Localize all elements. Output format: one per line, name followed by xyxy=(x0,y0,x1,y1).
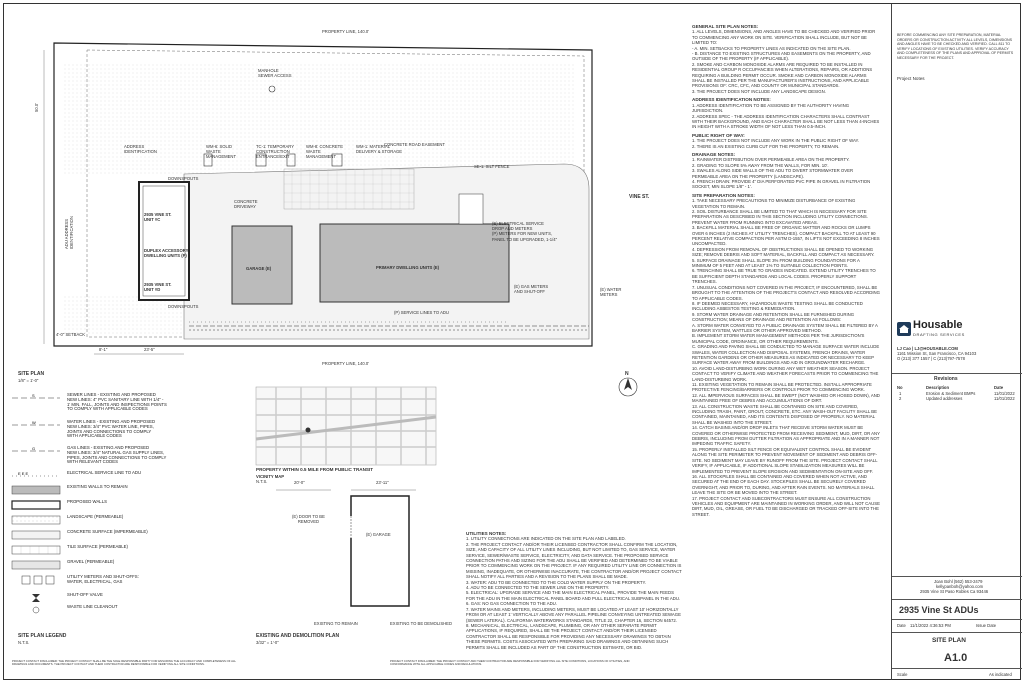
notes-item: 5. SURFACE DRAINAGE SHALL SLOPE 3% FROM BUILDING FOUNDATIONS FOR A MINIMUM OF 5 FEET AND AT LEAST 1% TO SUITABLE COLLECTION POINTS. xyxy=(692,257,860,269)
project-title: 2935 Vine St ADUs xyxy=(899,605,979,615)
garage-building xyxy=(232,226,292,304)
legend-row: W WATER LINES - EXISTING AND PROPOSED NEW LINES: 3/4" PVC WATER LINE, PIPES, JOINTS AND CONNECTIONS TO COMPLY WITH APPLICABLE CODES xyxy=(32,419,156,439)
demo-dim-top-2: 23'-11" xyxy=(376,480,389,485)
sheet-name-box-top xyxy=(892,632,1022,633)
existing-garage xyxy=(351,496,409,606)
notes-section-heading: DRAINAGE NOTES: xyxy=(692,151,736,157)
svg-text:W: W xyxy=(32,420,36,425)
legend-row: LANDSCAPE (PERMEABLE) xyxy=(12,514,182,528)
contact-line-2: 1161 Mission St, San Francisco, CA 94103 xyxy=(897,351,977,356)
date-value: 11/1/2022 4:36:53 PM xyxy=(910,623,951,628)
scale-value: As indicated xyxy=(989,672,1012,677)
concrete-easement-label: CONCRETE ROAD EASEMENT xyxy=(384,142,445,147)
notes-item: 9. STORM WATER DRAINAGE AND RETENTION SHALL BE FURNISHED DURING CONSTRUCTION; MEANS OF DRAINAGE AND RETENTION AS FOLLOWS: xyxy=(692,311,855,323)
legend-caption: SITE PLAN LEGEND xyxy=(18,633,67,639)
revision-date: 11/01/2022 xyxy=(994,396,1015,401)
primary-dwelling-label: PRIMARY DWELLING UNITS (E) xyxy=(376,265,440,270)
notes-item: 14. CATCH BASINS AND/OR DROP INLETS THAT RECEIVE STORM WATER MUST BE COVERED OR OTHERWISE PROTECTED FROM RECEIVING SEDIMENT, MUD, DIRT, OR ANY DEBRIS, INCLUDING FROM GUTTER FILTRATION AS APPROPRIATE AND IN A MANNER NOT IMPEDING TRAFFIC SAFETY. xyxy=(692,425,880,447)
revision-no: 2 xyxy=(899,396,902,401)
notes-item: - A. MIN. SETBACKS TO PROPERTY LINES AS INDICATED ON THE SITE PLAN. xyxy=(692,45,851,51)
property-line-top: PROPERTY LINE, 140.0' xyxy=(322,29,369,34)
contact-line-3: O (213) 377 1557 | C (213)797-7578 xyxy=(897,356,965,361)
notes-item: 7. UNUSUAL CONDITIONS NOT COVERED IN THE PROJECT, IF ENCOUNTERED, SHALL BE BROUGHT TO THE ATTENTION OF THE PROJECT'S CONTACT AND RESOLVED ACCORDING TO APPLICABLE CODES. xyxy=(692,284,880,301)
property-pin-icon xyxy=(306,428,311,433)
notes-item: 1. ALL LEVELS, DIMENSIONS, AND ANGLES HAVE TO BE CHECKED AND VERIFIED PRIOR TO COMMENCING ANY WORK ON SITE. VERIFICATION SHALL INCLUDE, BUT NOT BE LIMITED TO: xyxy=(692,29,876,46)
contact-line-1: LJ Cao | LJ@HOUSABLE.COM xyxy=(897,346,958,351)
notes-item: 6. TRENCHING SHALL BE TRUE TO GRADES INDICATED. EXTEND UTILITY TRENCHES TO BE SUFFICIENT DEPTH STANDARDS AND LOCAL CODES. PROPERLY SUPPORT TRENCHES. xyxy=(692,268,876,285)
legend-row: UTILITY METERS AND SHUT-OFFS: WATER, ELECTRICAL, GAS xyxy=(12,574,182,588)
setback-label: 4'-0" SETBACK xyxy=(56,332,86,337)
brand-name: Housable xyxy=(913,319,963,331)
notes-item: 17. PROJECT CONTACT AND SUBCONTRACTORS MUST ENSURE ALL CONSTRUCTION VEHICLES AND EQUIPMENT ARE MAINTAINED IN WORKING ORDER, AND WILL NOT CAUSE DIRT, MUD, OIL, GREASE, OR FUEL TO BE DISCHARGED OR TRACKED OFF-SITE INTO THE STREET. xyxy=(692,495,880,517)
client-name: Joan Bohl (562) 553-2479 xyxy=(934,579,983,584)
project-notes-label: Project Notes xyxy=(897,76,925,81)
site-plan-scale: 1/8" = 1'-0" xyxy=(18,378,39,383)
service-lines-label: (P) SERVICE LINES TO ADU xyxy=(394,310,449,315)
date-box-top xyxy=(892,619,1022,620)
wm-material-label: WM-1: MATERIAL DELIVERY & STORAGE xyxy=(356,144,403,155)
revision-desc: Updated addresses xyxy=(926,396,963,401)
legend-scale: N.T.S. xyxy=(18,640,30,645)
housable-logo-icon xyxy=(897,322,911,336)
sheet-number: A1.0 xyxy=(944,652,968,664)
notes-item: B. IMPLEMENT STORM WATER MANAGEMENT METHODS PER THE JURISDICTION'S MUNICIPAL CODE, ORDINANCE, OR OTHER REQUIREMENTS. xyxy=(692,333,865,344)
revision-no: 1 xyxy=(899,391,902,396)
scale-box-top xyxy=(892,668,1022,669)
legend-row: SHUT-OFF VALVE xyxy=(12,592,182,606)
tc-temp-label: TC-1: TEMPORARY CONSTRUCTION ENTRANCE/EXIT xyxy=(256,144,295,160)
issue-date-label: Issue Date xyxy=(976,623,997,628)
notes-item: 1. THE PROJECT DOES NOT INCLUDE ANY WORK IN THE PUBLIC RIGHT OF WAY. xyxy=(692,138,860,144)
notes-item: 16. ALL STOCKPILES SHALL BE CONTAINED AND COVERED WHEN NOT ACTIVE, AND SECURED AT THE END OF EACH DAY. STOCKPILES SHALL BE SECURELY COVERED OVERNIGHT, AND PRIOR TO, DURING, AND AFTER RAIN EVENTS. NO MATERIALS SHALL LEAVE THE SITE OR BE MOVED INTO THE STREET. xyxy=(692,473,875,496)
general-notes xyxy=(692,21,880,517)
svg-text:E E E: E E E xyxy=(18,471,29,476)
title-block-divider xyxy=(891,4,892,680)
notes-item: 15. PROPERLY INSTALLED SILT FENCE OR EQUIVALENT CONTROL SHALL BE EVIDENT ALONG THE SITE PERIMETER TO PREVENT MOVEMENT OF SEDIMENT AND DEBRIS OFF-SITE. NO SEDIMENT MAY LEAVE BY RUNOFF FROM THE SITE. PROJECT CONTACT SHALL VERIFY, IF APPLICABLE, IF ADDITIONAL SLOPE STABILIZATION MEASURES WILL BE IMPLEMENTED TO PREVENT SLOPE EROSION AND SEDIMENTATION ON-SITE AND OFF. xyxy=(692,446,878,474)
revision-date: 11/01/2022 xyxy=(994,391,1015,396)
legend-row: E E E ELECTRICAL SERVICE LINE TO ADU xyxy=(18,470,142,476)
north-label: N xyxy=(625,371,629,377)
silt-fence-label: SE-1: SILT FENCE xyxy=(474,164,510,169)
revisions-table-top xyxy=(892,373,1022,374)
primary-dwelling-building xyxy=(320,224,509,302)
concrete-driveway-label: CONCRETE DRIVEWAY xyxy=(234,199,258,210)
demolition-plan xyxy=(266,486,416,621)
client-email: kellypanboh@yahoo.com xyxy=(936,584,984,589)
notes-item: 4. DEPRESSION FROM REMOVAL OF OBSTRUCTIONS SHALL BE OPENED TO WORKING SIZE; REMOVE DEBRIS AND SOFT MATERIAL, BACKFILL AND COMPACT AS NECESSARY. xyxy=(692,246,875,258)
notes-item: 1. ADDRESS IDENTIFICATION TO BE ASSIGNED BY THE AUTHORITY HAVING JURISDICTION. xyxy=(692,102,850,114)
electrical-service-label: (E) ELECTRICAL SERVICE DROP AND METERS (P) METERS FOR NEW UNITS, PANEL TO BE UPGRADED, 1-1/4" xyxy=(492,221,558,242)
door-removed-label: (E) DOOR TO BE REMOVED xyxy=(292,514,325,525)
svg-text:G: G xyxy=(32,446,36,451)
notes-item: 2. GRADING TO SLOPE 5% AWAY FROM THE WALLS, FOR MIN. 10'. xyxy=(692,162,829,168)
legend-row: PROPOSED WALLS xyxy=(12,499,182,513)
vicinity-caption: VICINITY MAP xyxy=(256,474,285,479)
scale-label: Scale xyxy=(897,672,908,677)
demo-dim-top-1: 20'-0" xyxy=(294,480,305,485)
revisions-title: Revisions xyxy=(934,376,958,382)
unit-d-label: 2935 VINE ST. UNIT #D xyxy=(144,282,172,293)
revision-desc: Erosion & Sediment BMPs xyxy=(926,391,976,396)
vicinity-scale: N.T.S. xyxy=(256,479,268,484)
dimension-2: 23'-5" xyxy=(144,347,155,352)
legend-row: WASTE LINE CLEANOUT xyxy=(12,604,182,618)
notes-item: 2. SMOKE AND CARBON MONOXIDE ALARMS ARE REQUIRED TO BE INSTALLED IN RESIDENTIAL GROUP R OCCUPANCIES WHEN ALTERATIONS, REPAIRS, OR ADDITIONS REQUIRING A BUILDING PERMIT OCCUR. SMOKE AND CARBON MONOXIDE ALARMS SHALL BE INSTALLED PER THE MANUFACTURER'S INSTRUCTIONS, AND APPLICABLE PROVISIONS OF: CRC, CFC, AND COUNTY OR MUNICIPAL STANDARDS. xyxy=(692,61,873,89)
notes-item: 4. FRENCH DRAIN: PROVIDE 4" DIA PERFORATED PVC PIPE IN GRAVEL IN FILTRATION SOCKET, MIN SLOPE 1/8" - 1'. xyxy=(692,178,871,190)
wm-solid-label: WM-6: SOLID WASTE MANAGEMENT xyxy=(206,144,237,160)
notes-item: 8. IF DEEMED NECESSARY, HAZARDOUS WASTE TESTING SHALL BE CONDUCTED INCLUDING ASBESTOS TESTING & REMEDIATION. xyxy=(692,300,863,312)
revisions-header-desc: Description xyxy=(926,385,950,390)
notes-item: 3. THE PROJECT DOES NOT INCLUDE ANY LANDSCAPE DESIGN. xyxy=(692,88,826,94)
existing-demolish-label: EXISTING TO BE DEMOLISHED xyxy=(390,621,452,626)
adu-address-label: ADU ADDRESS IDENTIFICATION xyxy=(64,216,75,249)
notes-item: 2. SOIL DISTURBANCE SHALL BE LIMITED TO THAT WHICH IS NECESSARY FOR SITE PREPARATION AS DESCRIBED IN THIS SECTION INCLUDING UTILITY CONNECTIONS. PREVENT WATER FROM RUNNING INTO EXCAVATED AREAS. xyxy=(692,209,868,225)
tile-area xyxy=(284,169,414,209)
vicinity-title: PROPERTY WITHIN 0.5 MILE FROM PUBLIC TRANSIT xyxy=(256,467,374,472)
garage-label: GARAGE (E) xyxy=(246,266,272,271)
notes-section-heading: SITE PREPARATION NOTES: xyxy=(692,192,755,198)
notes-item: 1. TAKE NECESSARY PRECAUTIONS TO MINIMIZE DISTURBANCE OF EXISTING VEGETATION TO REMAIN. xyxy=(692,198,856,209)
left-dimension: 50.0' xyxy=(34,103,39,112)
legend-row: CONCRETE SURFACE (IMPERMEABLE) xyxy=(12,529,182,543)
notes-item: C. GRADING AND PAVING SHALL BE CONDUCTED TO MANAGE SURFACE WATER INCLUDE SWALES, WATER COLLECTION AND DISPOSAL SYSTEMS, FRENCH DRAINS, WATER RETENTION GARDENS OR OTHER MEASURES AS INDICATED OR NECESSARY TO KEEP SURFACE WATER AWAY FROM BUILDINGS AND AID IN GROUNDWATER RECHARGE. xyxy=(692,344,880,366)
notes-item: A. STORM WATER CONVEYED TO A PUBLIC DRAINAGE SYSTEM SHALL BE FILTERED BY A BARRIER SYSTEM, WATTLES OR OTHER APPROVED METHOD. xyxy=(692,322,878,333)
date-label: Date xyxy=(897,623,906,628)
legend-row: EXISTING WALLS TO REMAIN xyxy=(12,484,182,498)
notes-item: 2. THERE IS AN EXISTING CURB CUT FOR THE PROPERTY, TO REMAIN. xyxy=(692,143,840,149)
client-box-top xyxy=(892,576,1022,577)
drawing-sheet xyxy=(3,3,1021,680)
duplex-label: DUPLEX ACCESSORY DWELLING UNITS (P) xyxy=(144,248,189,259)
site-plan-caption: SITE PLAN xyxy=(18,371,45,377)
notes-item: 1. RAINWATER DISTRIBUTION OVER PERMEABLE AREA ON THE PROPERTY. xyxy=(692,157,850,163)
notes-section-heading: PUBLIC RIGHT OF WAY: xyxy=(692,132,745,138)
notes-item: 10. AVOID LAND-DISTURBING WORK DURING ANY WET WEATHER SEASON. PROJECT CONTACT TO VERIFY CLIMATE AND WEATHER FORECASTS PRIOR TO COMMENCING THE LAND-DISTURBING WORK. xyxy=(692,365,879,382)
notes-item: 13. ALL CONSTRUCTION WASTE SHALL BE CONTAINED ON SITE AND COVERED, INCLUDING TRASH, PAINT, GROUT, CONCRETE, ETC. ANY WASH-OUT FACILITY SHALL BE CONTAINED, MAINTAINED, AND ITS CONTENTS DISPOSED OF PROPERLY. NO MATERIAL SHALL BE WASHED INTO THE STREET. xyxy=(692,403,878,425)
legend-row: G GAS LINES - EXISTING AND PROPOSED NEW LINES: 3/4" NATURAL GAS SUPPLY LINES, PIPES, JOINTS AND CONNECTIONS TO COMPLY WITH RELEVANT CODES xyxy=(32,445,167,465)
utilities-notes: UTILITIES NOTES: 1. UTILITY CONNECTIONS ARE INDICATED ON THE SITE PLAN AND LABELED. 2. THE PROJECT CONTACT AND/OR THEIR LICENSED CONTRACTOR SHALL CONFIRM THE LOCATION, SIZE, AND CAPACITY OF ALL UTILITY LINES INCLUDING, BUT NOT LIMITED TO, GAS SERVICE, WATER SERVICE, SEWER/WASTE SERVICE, ELECTRICITY, AND DATA SERVICE. THE PROPOSED SERVICE CONNECTION PATHS AND SIZING FOR THE ADU SHALL BE VERIFIED AND DETERMINED TO BE VIABLE PRIOR TO COMMENCING WORK ON THE PROJECT. IF ANY REQUIRED UTILITY LINE OR CONNECTION IS MISSING, INADEQUATE, OR OTHERWISE INACCURATE, THE CONTRACTOR AND/OR PROJECT CONTACT SHALL NOTIFY ALL PARTIES AND A REVISION TO THE PLANS SHALL BE MADE. 3. WATER: ADU TO BE CONNECTED TO THE COLD WATER SUPPLY ON THE PROPERTY. 4. ADU TO BE CONNECTED TO THE SEWER LINE ON THE PROPERTY. 5. ELECTRICAL: UPGRADE SERVICE AND THE MAIN ELECTRICAL PANEL, PROVIDE THE MAIN FEEDS FOR THE ADU IN THE MAIN ELECTRICAL PANEL BOARD AND PULL ELECTRICAL SUBPANEL IN THE ADU. 6. GAS: NO GAS CONNECTION TO THE ADU. 7. WATER MAINS AND METERS, INCLUDING METERS, MUST BE LOCATED AT LEAST 10' HORIZONTALLY FROM OR AT LEAST 1' VERTICALLY ABOVE ANY PARALLEL PIPELINE CONVEYING UNTREATED SEWAGE (SEWER LATERAL). CALIFORNIA WATERWORKS STANDARDS, TITLE 22, CHAPTER 16, SECTION 64572. 8. MECHANICAL, ELECTRICAL, LANDSCAPE, PLUMBING, OR ANY OTHER SEPARATE PERMIT APPLICATIONS, IF REQUIRED, SHALL BE THE PROJECT CONTACT AND/OR THEIR LICENSED CONTRACTOR SHALL BE RESPONSIBLE FOR PROVIDING ANY NECESSARY DRAWINGS TO OBTAIN THESE PERMITS. COSTS ASSOCIATED WITH PREPARING SAID DRAWINGS AND OBTAINING SUCH PERMITS SHALL BE INCLUDED AS PART OF THE CONSTRUCTION ESTIMATE, OR BID. xyxy=(466,531,682,650)
title-box-top xyxy=(892,599,1022,600)
gas-meters-label: (E) GAS METERS AND SHUT-OFF xyxy=(514,284,549,295)
wm-concrete-label: WM-8: CONCRETE WASTE MANAGEMENT xyxy=(306,144,343,160)
address-id-label: ADDRESS IDENTIFICATION xyxy=(124,144,157,155)
site-plan-legend xyxy=(12,392,212,632)
legend-row: S SEWER LINES - EXISTING AND PROPOSED NEW LINES: 4" PVC SANITARY LINE WITH 1/4" - 1' MIN. FALL, JOINTS AND INSPECTIONS POINTS TO COMPLY WITH APPLICABLE CODES xyxy=(32,392,167,412)
notes-item: 12. ALL IMPERVIOUS SURFACES SHALL BE SWEPT (NOT WASHED OR HOSED DOWN), AND MAINTAINED FREE OF DEBRIS AND ACCUMULATIONS OF DIRT. xyxy=(692,392,880,404)
footer-disclaimer-right: PROJECT CONTACT DISCLAIMER: THE PROJECT CONTACT AND THEIR CONTRACTOR ARE RESPONSIBLE FOR VERIFYING ALL SITE CONDITIONS, LOCATIONS OF UTILITIES, AND CONFORMANCE WITH ALL APPLICABLE CODES AND REGULATIONS. xyxy=(390,659,630,667)
demo-garage-label: (E) GARAGE xyxy=(366,532,391,537)
svg-text:S: S xyxy=(32,393,35,398)
dimension-1: 8'-1" xyxy=(99,347,108,352)
unit-c-label: 2935 VINE ST. UNIT #C xyxy=(144,212,172,223)
notes-item: 2. ADDRESS SPEC - THE ADDRESS IDENTIFICATION CHARACTERS SHALL CONTRAST WITH THEIR BACKGROUND, AND EACH CHARACTER SHALL BE NOT LESS THAN 4-INCHES IN HEIGHT WITH A STROKE WIDTH OF NOT LESS THAN 0.5-INCH. xyxy=(692,113,880,130)
demolition-scale: 3/32" = 1'-0" xyxy=(256,640,279,645)
downspouts-label: DOWNSPOUTS xyxy=(168,304,199,309)
water-meters-label: (E) WATER METERS xyxy=(600,287,622,298)
disclaimer-text: BEFORE COMMENCING ANY SITE PREPARATION, MATERIAL ORDERS OR CONSTRUCTION ACTIVITY ALL LEVELS, DIMENSIONS AND ANGLES HAVE TO BE CHECKED AND VERIFIED. CALL 811 TO VERIFY LOCATIONS OF EXISTING UTILITIES. VERIFY ACCURACY AND COMPLETENESS OF THE PLANS AND APPROVAL OF PERMITS NECESSARY FOR THE PROJECT. xyxy=(897,33,1014,60)
notes-section-heading: ADDRESS IDENTIFICATION NOTES: xyxy=(692,97,771,103)
notes-item: - B. DISTANCE TO EXISTING STRUCTURES AND EASEMENTS ON THE PROPERTY, AND OUTSIDE OF THE PROPERTY (IF APPLICABLE). xyxy=(692,51,871,62)
legend-row: TILE SURFACE (PERMEABLE) xyxy=(12,544,182,558)
revisions-header-date: Date xyxy=(994,385,1004,390)
notes-item: 3. BACKFILL MATERIAL SHALL BE FREE OF ORGANIC MATTER AND ROCKS OR LUMPS OVER 6 INCHES (2 INCHES AT UTILITY TRENCHES). COMPACT BACKFILL TO AT LEAST 90 PERCENT RELATIVE COMPACTION PER ASTM D-1557, IN LIFTS NOT EXCEEDING 8 INCHES UNCOMPACTED. xyxy=(692,225,880,247)
vine-st-label: VINE ST. xyxy=(629,194,650,200)
site-plan-drawing xyxy=(4,4,684,384)
downspouts-label: DOWNSPOUTS xyxy=(168,176,199,181)
existing-remain-label: EXISTING TO REMAIN xyxy=(314,621,358,626)
manhole-label: MANHOLE SEWER ACCESS xyxy=(258,68,292,79)
client-address: 2935 Vine St Paso Robles Ca 93446 xyxy=(920,589,989,594)
demolition-caption: EXISTING AND DEMOLITION PLAN xyxy=(256,633,340,639)
notes-item: 3. SWALES ALONG SIDE WALLS OF THE ADU TO DIVERT STORMWATER OVER PERMEABLE AREA ON THE PROPERTY (LANDSCAPE). xyxy=(692,168,854,179)
sheet-name: SITE PLAN xyxy=(932,637,966,644)
brand-subtitle: DRAFTING SERVICES xyxy=(913,332,965,337)
revisions-header-no: No xyxy=(897,385,903,390)
property-line-bottom: PROPERTY LINE, 140.0' xyxy=(322,361,369,366)
notes-section-heading: GENERAL SITE PLAN NOTES: xyxy=(692,24,759,29)
footer-disclaimer-left: PROJECT CONTACT DISCLAIMER: THE PROJECT CONTACT SHALL BE THE SOLE RESPONSIBLE PARTY FOR ENSURING THE ACCURACY AND COMPLETENESS OF ALL DRAWINGS AND DOCUMENTS. THE PROJECT CONTACT AND THEIR CONTRACTOR ARE RESPONSIBLE FOR VERIFYING ALL SITE CONDITIONS. xyxy=(12,659,237,667)
notes-item: 11. EXISTING VEGETATION TO REMAIN SHALL BE PROTECTED. INSTALL APPROPRIATE PROTECTIVE FENCING/BARRIERS OR CONTROLS PRIOR TO COMMENCING WORK. xyxy=(692,382,872,393)
vicinity-map xyxy=(256,387,436,465)
legend-row: GRAVEL (PERMEABLE) xyxy=(12,559,182,573)
